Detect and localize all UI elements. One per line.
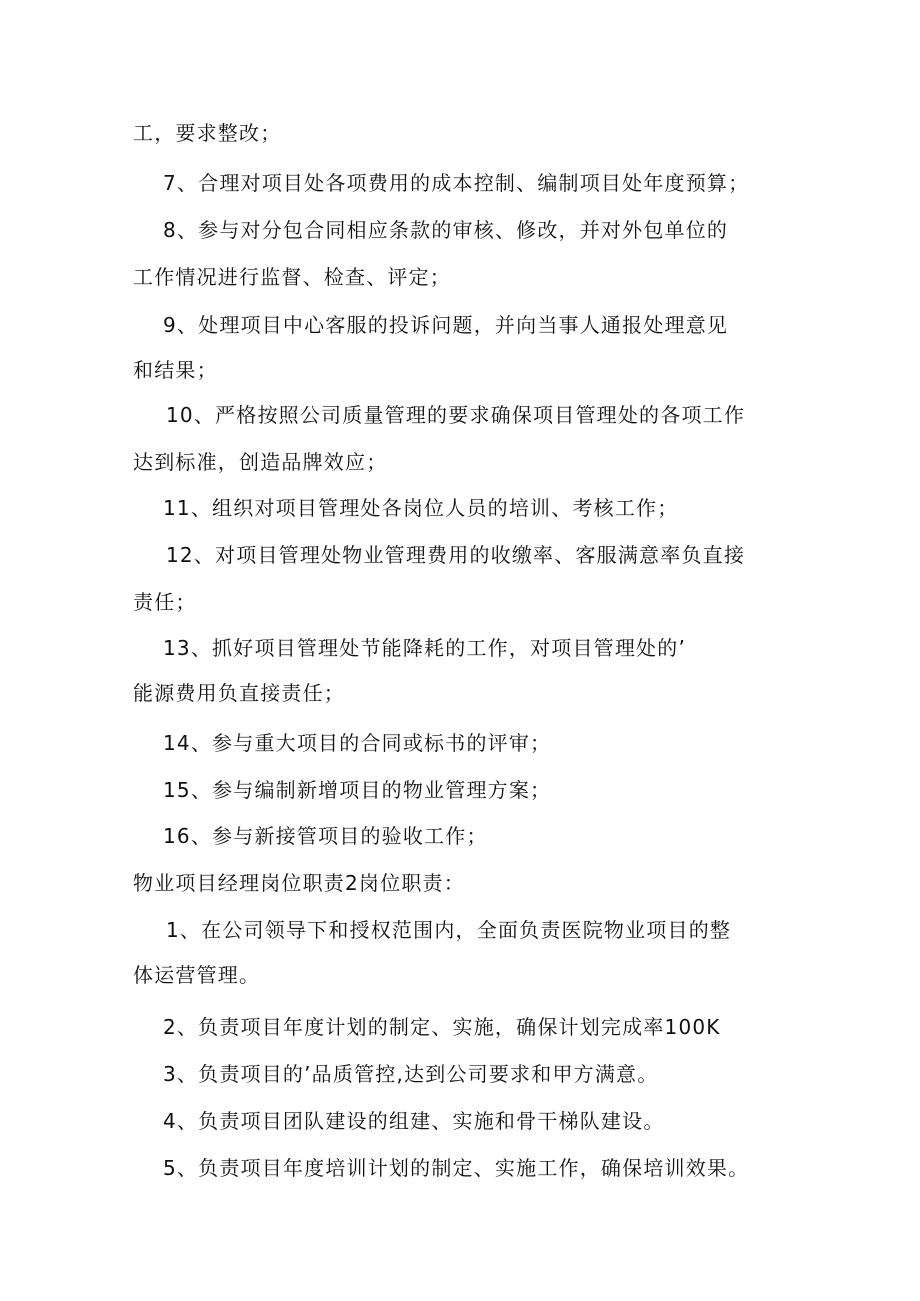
text-line: 7、合理对项目处各项费用的成本控制、编制项目处年度预算；: [163, 171, 750, 195]
text-line: 14、参与重大项目的合同或标书的评审；: [163, 731, 552, 755]
text-line: 9、处理项目中心客服的投诉问题，并向当事人通报处理意见: [163, 313, 729, 337]
text-line: 11、组织对项目管理处各岗位人员的培训、考核工作；: [163, 496, 679, 520]
section-heading: 物业项目经理岗位职责2岗位职责：: [133, 871, 465, 895]
text-line: 16、参与新接管项目的验收工作；: [163, 824, 488, 848]
text-line: 8、参与对分包合同相应条款的审核、修改，并对外包单位的: [163, 218, 729, 242]
text-line: 责任；: [133, 590, 197, 614]
text-line: 工作情况进行监督、检查、评定；: [133, 265, 451, 289]
text-line: 5、负责项目年度培训计划的制定、实施工作，确保培训效果。: [163, 1156, 750, 1180]
text-line: 达到标准，创造品牌效应；: [133, 450, 388, 474]
text-line: 和结果；: [133, 358, 218, 382]
text-line: 体运营管理。: [133, 963, 261, 987]
text-line: 能源费用负直接责任；: [133, 681, 345, 705]
text-line: 2、负责项目年度计划的制定、实施，确保计划完成率100K: [163, 1015, 721, 1039]
text-line: 3、负责项目的’品质管控,达到公司要求和甲方满意。: [163, 1062, 659, 1086]
text-line: 13、抓好项目管理处节能降耗的工作，对项目管理处的’: [163, 636, 687, 660]
text-line: 10、严格按照公司质量管理的要求确保项目管理处的各项工作: [166, 403, 746, 427]
text-line: 15、参与编制新增项目的物业管理方案；: [163, 778, 552, 802]
text-line: 工，要求整改；: [133, 121, 282, 145]
text-line: 4、负责项目团队建设的组建、实施和骨干梯队建设。: [163, 1109, 665, 1133]
text-line: 1、在公司领导下和授权范围内，全面负责医院物业项目的整: [166, 918, 732, 942]
text-line: 12、对项目管理处物业管理费用的收缴率、客服满意率负直接: [166, 543, 746, 567]
